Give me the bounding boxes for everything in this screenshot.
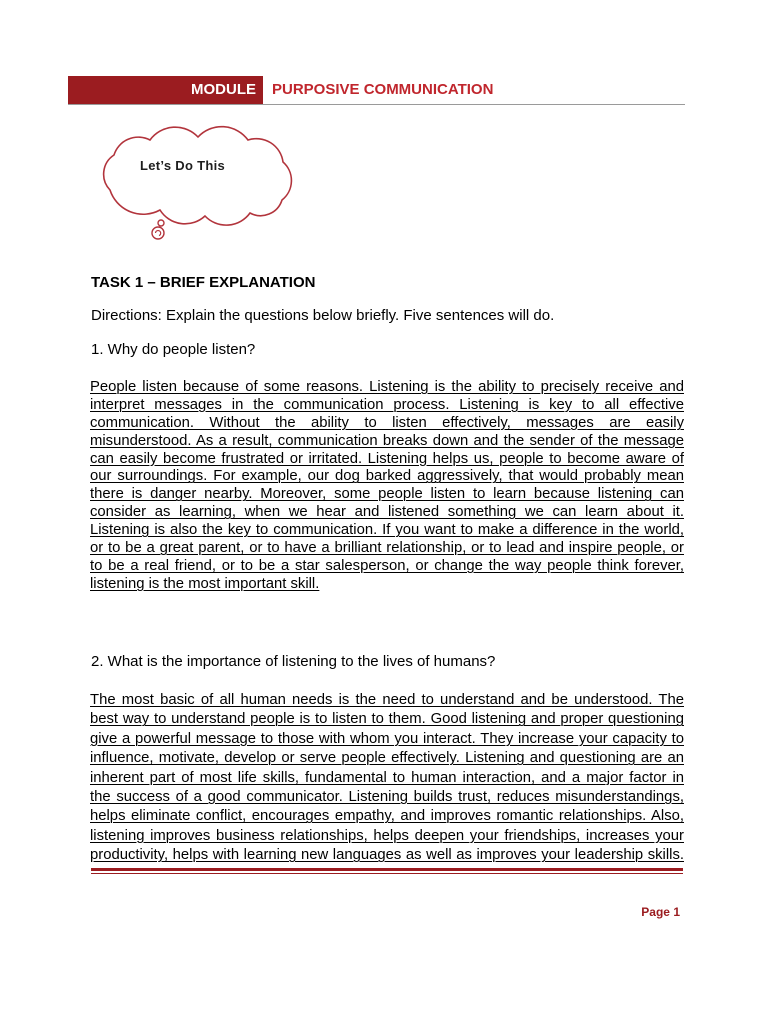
answer-line: People listen because of some reasons. Listening is the ability to precisely receive and [90, 379, 684, 395]
answer-line: the success of a good communicator. Listening builds trust, reduces misunderstandings, [90, 788, 684, 805]
answer-line: listening is the most important skill. [90, 575, 320, 592]
cloud-tail-bubble [152, 227, 164, 239]
answer-line: productivity, helps with learning new languages as well as improves your leadership skills. [90, 847, 684, 864]
answer-line: Listening is also the key to communication. If you want to make a difference in the world, [90, 522, 684, 539]
answer-line: interpret messages in the communication process. Listening is key to all effective [90, 396, 684, 413]
footer-divider [91, 868, 683, 871]
module-subject: PURPOSIVE COMMUNICATION [272, 81, 494, 98]
footer-divider-thin [91, 873, 683, 874]
answer-line: there is danger nearby. Moreover, some people listen to learn because listening can [90, 486, 684, 503]
answer-line: inherent part of most life skills, fundamental to human interaction, and a major factor in [90, 769, 684, 786]
module-header-bar [68, 76, 263, 104]
task-title: TASK 1 – BRIEF EXPLANATION [91, 274, 316, 291]
answer-line: to be a real friend, or to be a star salesperson, or change the way people think forever, [90, 557, 684, 574]
header-divider [68, 104, 685, 105]
answer-line: The most basic of all human needs is the need to understand and be understood. The [90, 692, 684, 708]
callout-text: Let’s Do This [140, 158, 226, 173]
answer-1 [90, 379, 684, 594]
answer-line: or to be a great parent, or to have a brilliant relationship, or to lead and inspire people, or [90, 540, 684, 557]
answer-line: influence, motivate, develop or serve people effectively. Listening and questioning are an [90, 750, 684, 767]
thought-cloud-icon [90, 110, 300, 250]
answer-2 [90, 691, 684, 866]
question-1: 1. Why do people listen? [91, 341, 256, 358]
answer-line: listening improves business relationships, helps deepen your friendships, increases your [90, 827, 684, 844]
answer-line: best way to understand people is to listen to them. Good listening and proper questioning [90, 711, 684, 728]
answer-line: consider as learning, when we hear and listened something we can learn about it. [90, 504, 684, 521]
task-directions: Directions: Explain the questions below briefly. Five sentences will do. [91, 307, 555, 324]
cloud-tail-bubble-small [158, 220, 164, 226]
answer-line: can easily become frustrated or irritated. Listening helps us, people to become aware of [90, 450, 684, 467]
cloud-outline [104, 127, 292, 225]
answer-line: communication. Without the ability to listen effectively, messages are easily [90, 414, 684, 431]
answer-line: misunderstood. As a result, communication breaks down and the sender of the message [90, 432, 684, 449]
answer-line: give a powerful message to those with whom you interact. They increase your capacity to [90, 730, 684, 747]
page-number: Page 1 [641, 905, 680, 919]
module-label: MODULE [191, 81, 256, 98]
question-2: 2. What is the importance of listening to the lives of humans? [91, 653, 496, 670]
answer-line: helps eliminate conflict, encourages empathy, and improves romantic relationships. Also, [90, 808, 684, 825]
answer-line: our surroundings. For example, our dog barked aggressively, that would probably mean [90, 468, 684, 485]
